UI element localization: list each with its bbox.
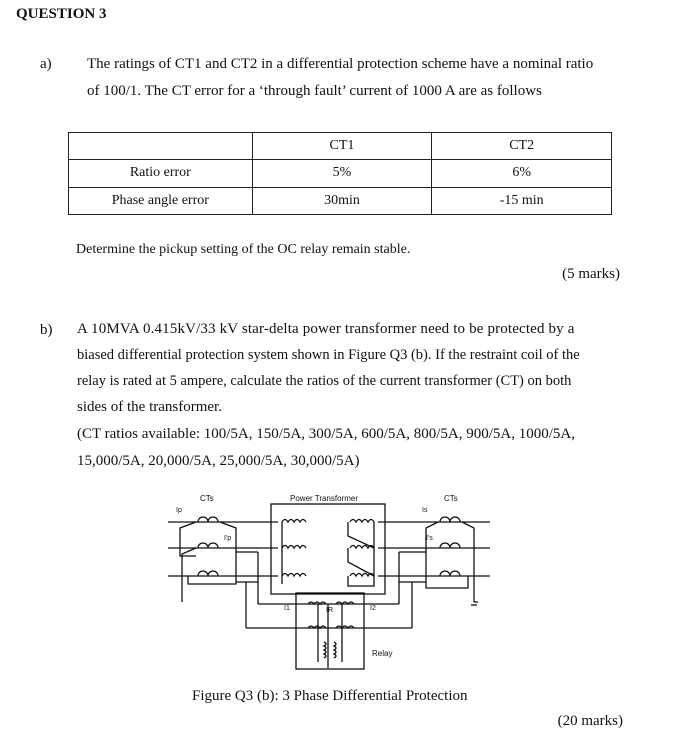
part-b-line-1: A 10MVA 0.415kV/33 kV star-delta power transformer need to be protected by a bbox=[77, 321, 575, 337]
cts-left-label: CTs bbox=[200, 494, 214, 503]
primary-windings bbox=[282, 520, 306, 585]
ct-error-table bbox=[68, 132, 612, 215]
right-phase-lines bbox=[378, 522, 490, 576]
part-b-line-3: relay is rated at 5 ampere, calculate the ratios of the current transformer (CT) on both bbox=[77, 373, 572, 389]
left-phase-lines bbox=[168, 522, 278, 576]
i1-label: I1 bbox=[284, 605, 290, 612]
part-a-line-1: The ratings of CT1 and CT2 in a differential protection scheme have a nominal ratio bbox=[87, 56, 594, 72]
part-b-marks: (20 marks) bbox=[557, 713, 623, 729]
is-prime-label: I's bbox=[426, 535, 433, 542]
table-header-row bbox=[69, 133, 612, 160]
part-b-label: b) bbox=[40, 322, 53, 338]
part-b-line-6: 15,000/5A, 20,000/5A, 25,000/5A, 30,000/5A) bbox=[77, 453, 360, 469]
table-cell: Ratio error bbox=[69, 160, 253, 187]
differential-protection-diagram bbox=[158, 492, 498, 682]
ir-label: IR bbox=[326, 607, 333, 614]
i2-label: I2 bbox=[370, 605, 376, 612]
part-a-marks: (5 marks) bbox=[562, 266, 620, 282]
right-ct-coils bbox=[399, 517, 478, 605]
table-cell: 6% bbox=[432, 160, 612, 187]
figure-caption: Figure Q3 (b): 3 Phase Differential Protection bbox=[192, 688, 468, 704]
table-row bbox=[69, 160, 612, 187]
table-cell: Phase angle error bbox=[69, 187, 253, 214]
table-header-cell: CT2 bbox=[432, 133, 612, 160]
part-b-line-2: biased differential protection system shown in Figure Q3 (b). If the restraint coil of the bbox=[77, 347, 580, 363]
part-a-line-2: of 100/1. The CT error for a ‘through fault’ current of 1000 A are as follows bbox=[87, 83, 542, 99]
question-title: QUESTION 3 bbox=[16, 6, 107, 22]
power-transformer-label: Power Transformer bbox=[290, 494, 359, 503]
table-row bbox=[69, 187, 612, 214]
part-a-question: Determine the pickup setting of the OC relay remain stable. bbox=[76, 242, 411, 257]
part-b-line-4: sides of the transformer. bbox=[77, 399, 222, 415]
table-cell: 5% bbox=[252, 160, 432, 187]
secondary-windings bbox=[348, 520, 374, 587]
is-label: Is bbox=[422, 507, 428, 514]
part-a-label: a) bbox=[40, 56, 52, 72]
table-cell: 30min bbox=[252, 187, 432, 214]
table-header-cell bbox=[69, 133, 253, 160]
part-b-line-5: (CT ratios available: 100/5A, 150/5A, 300/5A, 600/5A, 800/5A, 900/5A, 1000/5A, bbox=[77, 426, 576, 442]
ip-prime-label: I'p bbox=[224, 535, 232, 542]
table-cell: -15 min bbox=[432, 187, 612, 214]
cts-right-label: CTs bbox=[444, 494, 458, 503]
ip-label: Ip bbox=[176, 507, 182, 514]
relay-label: Relay bbox=[372, 649, 393, 658]
table-header-cell: CT1 bbox=[252, 133, 432, 160]
